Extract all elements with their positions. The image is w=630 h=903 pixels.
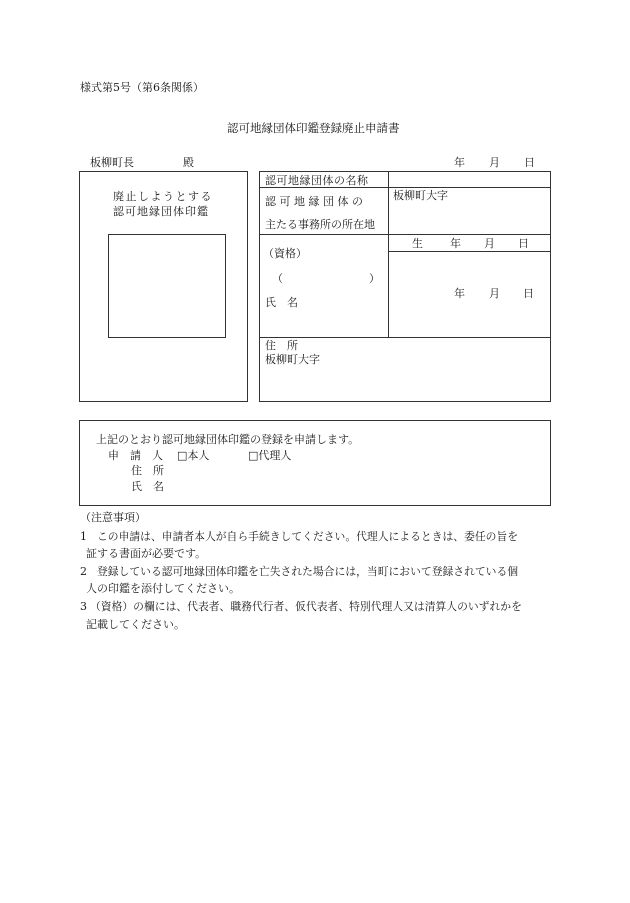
- table-divider-vertical: [388, 171, 389, 337]
- address-value: 板柳町大字: [265, 353, 320, 366]
- date-month-label: 月: [489, 156, 500, 169]
- seal-impression-box: [108, 234, 226, 338]
- seal-caption-line2: 認可地縁団体印鑑: [113, 205, 209, 218]
- note-3-line1: （資格）の欄には、代表者、職務代行者、仮代表者、特別代理人又は清算人のいずれかを: [90, 600, 522, 613]
- note-3-line2: 記載してください。: [86, 618, 185, 631]
- table-row-divider: [259, 337, 551, 338]
- form-number: 様式第5号（第6条関係）: [80, 81, 204, 94]
- notes-heading: （注意事項）: [80, 511, 146, 524]
- addressee: 板柳町長: [90, 156, 134, 169]
- birth-day-label: 日: [518, 237, 529, 250]
- note-1-number: 1: [80, 530, 87, 543]
- application-statement: 上記のとおり認可地縁団体印鑑の登録を申請します。: [96, 433, 360, 446]
- date2-day-label: 日: [523, 287, 534, 300]
- paren-open: （: [272, 272, 283, 285]
- note-3-number: 3: [80, 600, 87, 613]
- paren-close: ）: [369, 272, 380, 285]
- qualification-label: （資格）: [263, 247, 307, 260]
- option-agent-checkbox[interactable]: □代理人: [248, 449, 292, 462]
- note-2-line1: 登録している認可地縁団体印鑑を亡失された場合には，当町において登録されている個: [97, 565, 519, 578]
- note-1-line1: この申請は、申請者本人が自ら手続きしてください。代理人によるときは、委任の旨を: [97, 530, 519, 543]
- office-address-value: 板柳町大字: [393, 189, 448, 202]
- office-label-line1: 認可地縁団体の: [265, 195, 367, 208]
- birth-label: 生: [412, 237, 423, 250]
- option-self-checkbox[interactable]: □本人: [177, 449, 210, 462]
- date2-year-label: 年: [454, 287, 465, 300]
- honorific: 殿: [183, 156, 194, 169]
- table-row-divider: [259, 234, 551, 235]
- birth-year-label: 年: [450, 237, 461, 250]
- applicant-name-label: 氏 名: [131, 480, 164, 493]
- applicant-address-label: 住 所: [131, 464, 164, 477]
- table-row-divider: [388, 251, 551, 252]
- note-2-number: 2: [80, 565, 87, 578]
- note-1-line2: 証する書面が必要です。: [86, 547, 207, 560]
- date2-month-label: 月: [489, 287, 500, 300]
- address-label: 住 所: [265, 339, 298, 352]
- note-2-line2: 人の印鑑を添付してください。: [86, 582, 240, 595]
- date-day-label: 日: [524, 156, 535, 169]
- name-label: 氏 名: [265, 296, 298, 309]
- page-title: 認可地縁団体印鑑登録廃止申請書: [227, 121, 400, 135]
- seal-caption-line1: 廃止しようとする: [113, 190, 213, 203]
- date-year-label: 年: [454, 156, 465, 169]
- applicant-label: 申 請 人: [108, 449, 163, 462]
- org-name-label: 認可地縁団体の名称: [265, 174, 369, 187]
- birth-month-label: 月: [484, 237, 495, 250]
- office-label-line2: 主たる事務所の所在地: [265, 218, 375, 231]
